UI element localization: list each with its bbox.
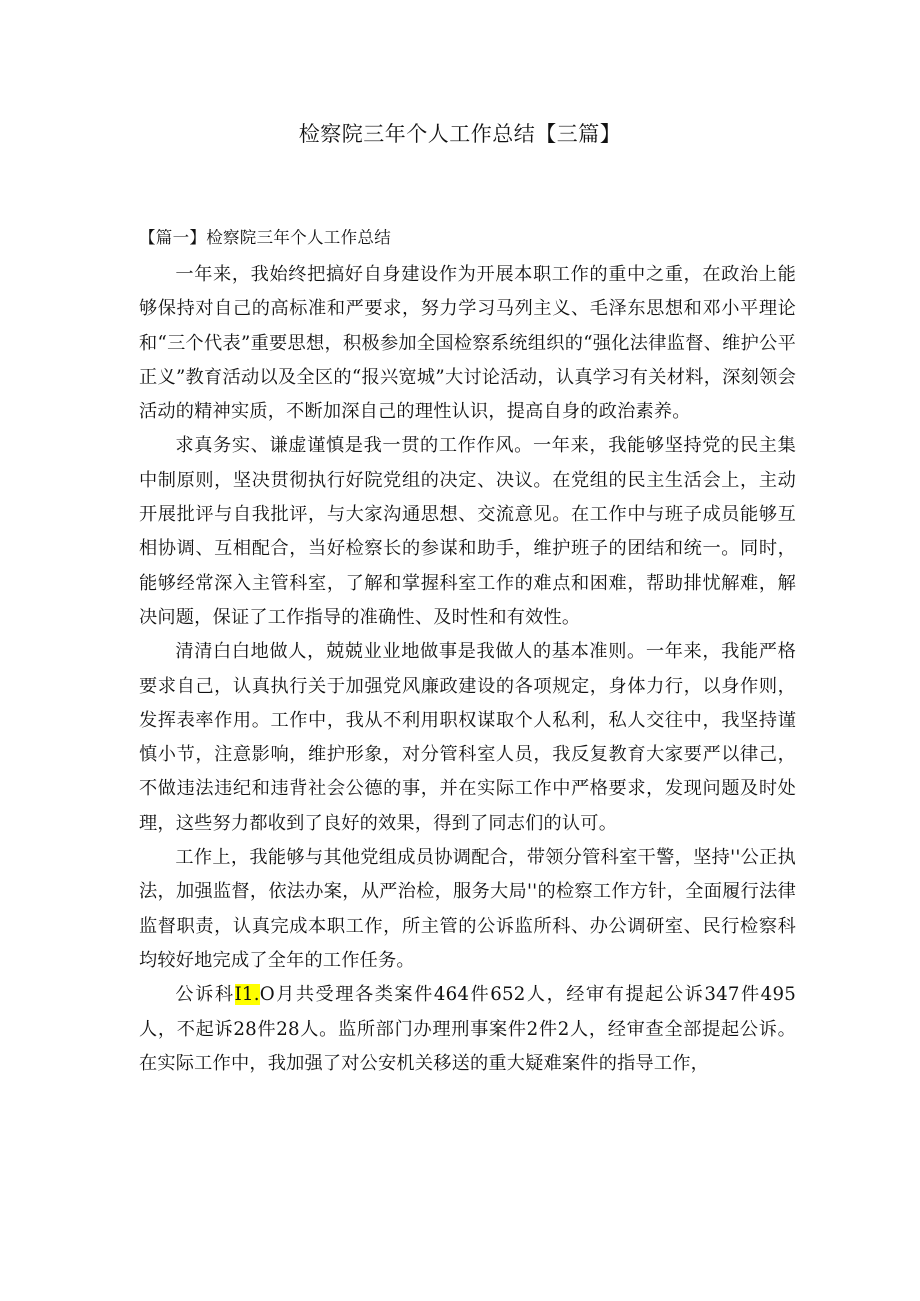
paragraph-5-rest: O月共受理各类案件464件652人，经审有提起公诉347件495人，不起诉28件28人。监所部门办理刑事案件2件2人，经审查全部提起公诉。在实际工作中，我加强了对公安机关移送的重大疑难案件的指导工作， (139, 984, 796, 1074)
paragraph-1: 一年来，我始终把搞好自身建设作为开展本职工作的重中之重，在政治上能够保持对自己的高标准和严要求，努力学习马列主义、毛泽东思想和邓小平理论和“三个代表”重要思想，积极参加全国检察系统组织的“强化法律监督、维护公平正义”教育活动以及全区的“报兴宽城”大讨论活动，认真学习有关材料，深刻领会活动的精神实质，不断加深自己的理性认识，提高自身的政治素养。 (139, 264, 796, 423)
paragraph-4: 工作上，我能够与其他党组成员协调配合，带领分管科室干警，坚持''公正执法，加强监督，依法办案，从严治检，服务大局''的检察工作方针，全面履行法律监督职责，认真完成本职工作，所主管的公诉监所科、办公调研室、民行检察科均较好地完成了全年的工作任务。 (139, 847, 796, 971)
document-title: 检察院三年个人工作总结【三篇】 (298, 122, 622, 146)
paragraph-2: 求真务实、谦虚谨慎是我一贯的工作作风。一年来，我能够坚持党的民主集中制原则，坚决贯彻执行好院党组的决定、决议。在党组的民主生活会上，主动开展批评与自我批评，与大家沟通思想、交流意见。在工作中与班子成员能够互相协调、互相配合，当好检察长的参谋和助手，维护班子的团结和统一。同时，能够经常深入主管科室，了解和掌握科室工作的难点和困难，帮助排忧解难，解决问题，保证了工作指导的准确性、及时性和有效性。 (139, 435, 796, 628)
section-heading: 【篇一】检察院三年个人工作总结 (139, 228, 391, 247)
highlighted-text: I1. (234, 984, 260, 1006)
paragraph-5-start: 公诉科 (175, 984, 235, 1006)
document-body (139, 258, 796, 1081)
paragraph-5 (139, 978, 796, 1081)
paragraph-3: 清清白白地做人，兢兢业业地做事是我做人的基本准则。一年来，我能严格要求自己，认真执行关于加强党风廉政建设的各项规定，身体力行，以身作则，发挥表率作用。工作中，我从不利用职权谋取个人私利，私人交往中，我坚持谨慎小节，注意影响，维护形象，对分管科室人员，我反复教育大家要严以律己，不做违法违纪和违背社会公德的事，并在实际工作中严格要求，发现问题及时处理，这些努力都收到了良好的效果，得到了同志们的认可。 (139, 641, 796, 834)
